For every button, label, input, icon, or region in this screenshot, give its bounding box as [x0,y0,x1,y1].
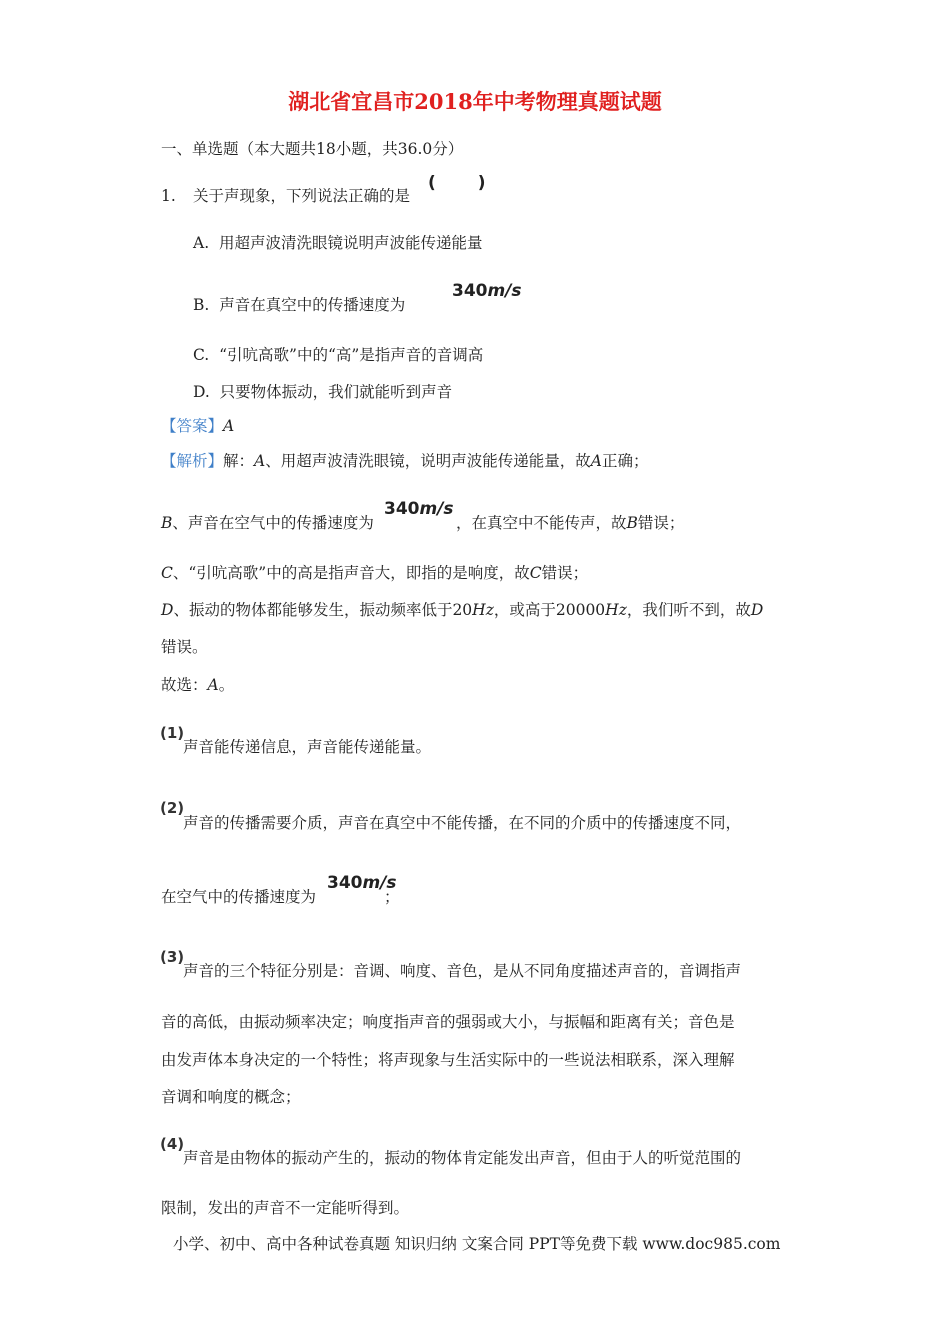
point-2-line-2: 在空气中的传播速度为 [161,888,317,906]
point-3-line-1: 声音的三个特征分别是：音调、响度、音色，是从不同角度描述声音的，音调指声 [183,962,742,980]
letter: A [254,452,266,470]
speed-value: 340 [452,281,488,301]
answer-paren: ( ) [428,173,504,193]
analysis-text: ，我们听不到，故 [626,601,751,619]
point-2-line-1: 声音的传播需要介质，声音在真空中不能传播，在不同的介质中的传播速度不同， [183,814,742,832]
point-4-number: (4) [160,1135,185,1153]
analysis-tag: 【解析】 [161,452,224,470]
unit-hz: Hz [472,601,494,619]
letter: B [161,514,173,532]
speed-unit: m/s [419,499,454,519]
section-header: 一、单选题（本大题共18小题，共36.0分） [161,140,464,158]
unit-hz: Hz [605,601,627,619]
analysis-speed-formula [384,499,454,519]
option-a[interactable] [193,232,483,254]
analysis-text: 。 [218,676,235,694]
point-2-tail: ； [384,888,400,906]
question-number: 1. [161,187,176,205]
option-b-speed-formula [452,281,522,301]
answer-value: A [223,417,235,435]
analysis-text: 、振动的物体都能够发生，振动频率低于20 [173,601,473,619]
speed-value: 340 [384,499,420,519]
analysis-line-b [161,512,374,534]
speed-unit: m/s [362,873,397,893]
point-4-line-1: 声音是由物体的振动产生的，振动的物体肯定能发出声音，但由于人的听觉范围的 [183,1149,742,1167]
point-3-number: (3) [160,948,185,966]
analysis-text: 、用超声波清洗眼镜，说明声波能传递能量，故 [265,452,591,470]
analysis-line-d-wrap: 错误。 [161,638,208,656]
option-b[interactable] [193,294,405,316]
analysis-line-d [161,599,763,621]
analysis-text: ，在真空中不能传声，故 [456,514,627,532]
analysis-text: 故选： [161,676,208,694]
point-3-line-3: 由发声体本身决定的一个特性；将声现象与生活实际中的一些说法相联系，深入理解 [161,1051,735,1069]
analysis-line-a [161,450,648,472]
analysis-text: 错误； [637,514,685,532]
letter: C [529,564,542,582]
question-stem: 关于声现象，下列说法正确的是 [193,187,411,205]
letter: D [161,601,174,619]
point-1-number: (1) [160,724,185,742]
analysis-text: 正确； [601,452,649,470]
option-b-text: 声音在真空中的传播速度为 [219,296,406,314]
option-c[interactable] [193,344,483,366]
analysis-line-c [161,562,588,584]
letter: D [750,601,764,619]
answer-tag: 【答案】 [161,417,224,435]
analysis-text: ，或高于20000 [493,601,606,619]
point-2-number: (2) [160,799,185,817]
point-3-line-2: 音的高低，由振动频率决定；响度指声音的强弱或大小，与振幅和距离有关；音色是 [161,1013,735,1031]
analysis-text: 、“引吭高歌”中的高是指声音大，即指的是响度，故 [172,564,530,582]
point-1-line-1: 声音能传递信息，声音能传递能量。 [183,738,432,756]
point-4-line-2: 限制，发出的声音不一定能听得到。 [161,1199,410,1217]
speed-unit: m/s [487,281,522,301]
footer-advert: 小学、初中、高中各种试卷真题 知识归纳 文案合同 PPT等免费下载 www.doc985.com [173,1235,781,1253]
speed-value: 340 [327,873,363,893]
analysis-choice [161,674,234,696]
option-c-label: C. [193,346,210,364]
letter: B [626,514,638,532]
page-title: 湖北省宜昌市2018年中考物理真题试题 [288,89,662,114]
option-d[interactable] [193,381,452,403]
analysis-text: 、声音在空气中的传播速度为 [172,514,374,532]
option-a-text: 用超声波清洗眼镜说明声波能传递能量 [218,234,483,252]
option-a-label: A. [193,234,210,252]
option-b-label: B. [193,296,210,314]
letter: C [161,564,173,582]
analysis-line-b-tail [456,512,684,534]
letter: A [207,676,219,694]
option-c-text: “引吭高歌”中的“高”是指声音的音调高 [219,346,484,364]
point-3-line-4: 音调和响度的概念； [161,1088,301,1106]
option-d-text: 只要物体振动，我们就能听到声音 [219,383,453,401]
option-d-label: D. [193,383,210,401]
answer-line [161,415,234,437]
analysis-text: 错误； [541,564,589,582]
analysis-prefix: 解： [223,452,255,470]
letter: A [590,452,602,470]
